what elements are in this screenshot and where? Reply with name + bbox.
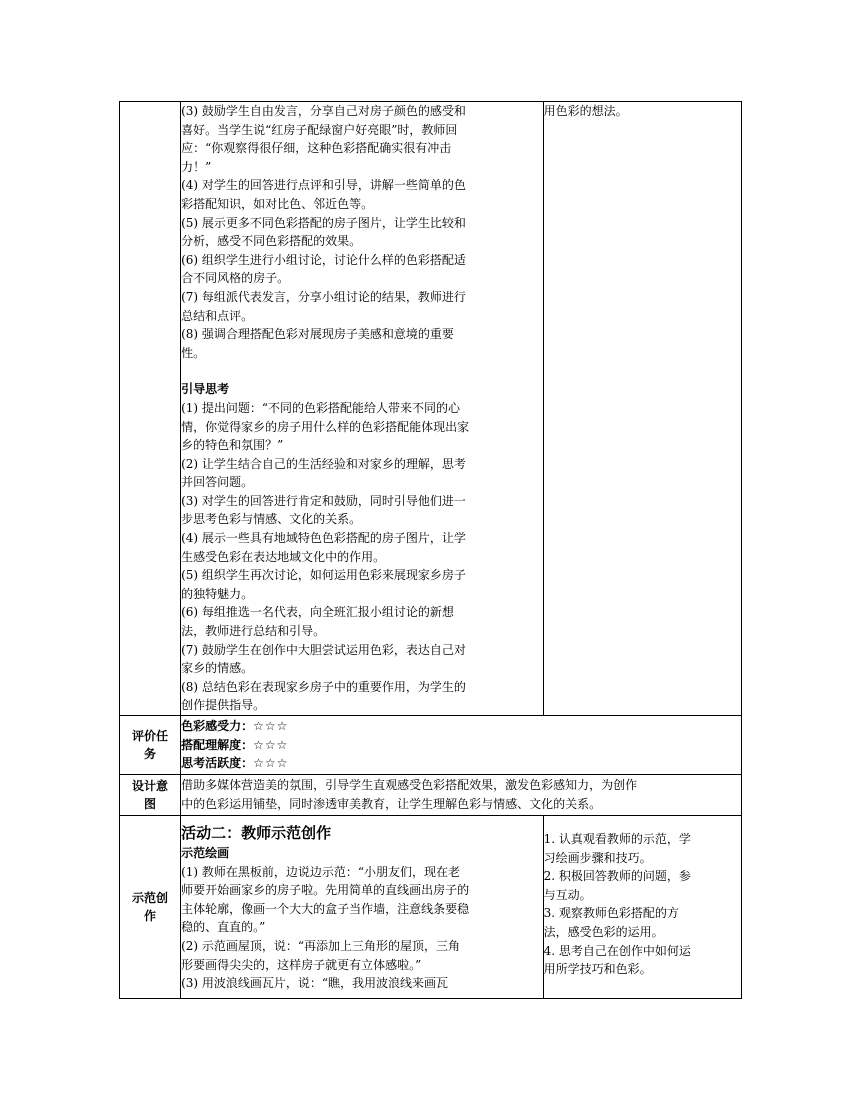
row-process-continued [120, 102, 742, 716]
text-line: (5) 组织学生再次讨论，如何运用色彩来展现家乡房子 [181, 568, 466, 583]
text-line: 用所学技巧和色彩。 [543, 962, 652, 977]
text-line: (4) 对学生的回答进行点评和引导，讲解一些简单的色 [181, 178, 466, 193]
star-rating: ☆☆☆ [253, 756, 289, 771]
star-rating: ☆☆☆ [253, 719, 289, 734]
row-evaluation [120, 716, 742, 775]
text-line: 并回答问题。 [181, 475, 254, 490]
text-line: 习绘画步骤和技巧。 [543, 850, 652, 865]
text-line: 的独特魅力。 [181, 586, 254, 601]
text-line: 喜好。当学生说“红房子配绿窗户好亮眼”时，教师回 [181, 122, 458, 137]
text-line: 法，感受色彩的运用。 [543, 924, 664, 939]
evaluation-content [181, 716, 742, 775]
text-line: 法，教师进行总结和引导。 [181, 624, 326, 639]
text-line: 分析，感受不同色彩搭配的效果。 [181, 234, 362, 249]
activity-title: 活动二：教师示范创作 [181, 824, 332, 842]
text-line: 借助多媒体营造美的氛围，引导学生直观感受色彩搭配效果，激发色彩感知力，为创作 [181, 778, 638, 793]
text-line: 2. 积极回答教师的问题，参 [543, 869, 691, 884]
demonstration-steps [181, 863, 543, 993]
text-line: 稳的、直直的。” [181, 920, 266, 935]
design-intent-content [181, 775, 742, 816]
evaluation-item [181, 754, 741, 773]
text-line: (1) 提出问题：“不同的色彩搭配能给人带来不同的心 [181, 400, 461, 415]
text-line: 步思考色彩与情感、文化的关系。 [181, 512, 362, 527]
text-line: 1. 认真观看教师的示范，学 [543, 832, 691, 846]
text-line: (7) 鼓励学生在创作中大胆尝试运用色彩，表达自己对 [181, 642, 466, 657]
evaluation-items [181, 717, 741, 773]
text-line: 生感受色彩在表达地域文化中的作用。 [181, 549, 386, 564]
text-line: 情，你觉得家乡的房子用什么样的色彩搭配能体现出家 [181, 419, 470, 434]
text-line: 创作提供指导。 [181, 698, 266, 713]
row1-content-cell [181, 102, 544, 716]
text-line: 应：“你观察得很仔细，这种色彩搭配确实很有冲击 [181, 141, 452, 156]
text-line: 3. 观察教师色彩搭配的方 [543, 906, 679, 921]
text-line: 形要画得尖尖的，这样房子就更有立体感啦。” [181, 957, 422, 972]
evaluation-item [181, 717, 741, 736]
text-line: (2) 让学生结合自己的生活经验和对家乡的理解，思考 [181, 456, 466, 471]
text-line: (4) 展示一些具有地域特色色彩搭配的房子图片，让学 [181, 531, 466, 546]
demonstration-content [181, 816, 544, 999]
text-line: 乡的特色和氛围？” [181, 438, 284, 453]
text-line: (7) 每组派代表发言，分享小组讨论的结果，教师进行 [181, 289, 466, 304]
text-line: 中的色彩运用铺垫，同时渗透审美教育，让学生理解色彩与情感、文化的关系。 [181, 797, 602, 811]
text-line: 家乡的情感。 [181, 661, 254, 676]
row1-student-activity-cell [543, 102, 741, 716]
row-demonstration [120, 816, 742, 999]
demonstration-label: 示范创作 [120, 816, 181, 999]
design-intent-text [181, 776, 741, 813]
star-rating: ☆☆☆ [253, 737, 289, 752]
section-title-guided-thinking: 引导思考 [181, 382, 230, 397]
text-line: (5) 展示更多不同色彩搭配的房子图片，让学生比较和 [181, 215, 466, 230]
guided-thinking-steps [181, 399, 543, 715]
text-line: (8) 总结色彩在表现家乡房子中的重要作用，为学生的 [181, 679, 466, 694]
text-line: (2) 示范画屋顶，说：“再添加上三角形的屋顶，三角 [181, 938, 461, 953]
row-design-intent [120, 775, 742, 816]
row1-label-cell [120, 102, 181, 716]
text-line: 师要开始画家乡的房子啦。先用简单的直线画出房子的 [181, 883, 470, 898]
evaluation-label: 评价任务 [120, 716, 181, 775]
sub-title-demo-drawing: 示范绘画 [181, 846, 230, 860]
design-intent-label: 设计意图 [120, 775, 181, 816]
student-steps [544, 830, 741, 979]
lesson-plan-table [119, 101, 742, 999]
text-line: 合不同风格的房子。 [181, 271, 290, 286]
student-activity-text: 用色彩的想法。 [543, 104, 628, 118]
text-line: 性。 [181, 345, 206, 360]
text-line: (6) 组织学生进行小组讨论，讨论什么样的色彩搭配适 [181, 252, 466, 267]
text-line: (6) 每组推选一名代表，向全班汇报小组讨论的新想 [181, 605, 454, 620]
text-line: 4. 思考自己在创作中如何运 [543, 943, 691, 958]
evaluation-criterion: 思考活跃度： [181, 756, 254, 771]
text-line: 力！” [181, 159, 212, 174]
text-line: 总结和点评。 [181, 308, 254, 323]
evaluation-item [181, 736, 741, 755]
text-line: (3) 对学生的回答进行肯定和鼓励，同时引导他们进一 [181, 493, 466, 508]
text-line: 主体轮廓，像画一个大大的盒子当作墙，注意线条要稳 [181, 901, 470, 916]
text-line: 与互动。 [543, 887, 592, 902]
demonstration-student-cell [543, 816, 741, 999]
evaluation-criterion: 搭配理解度： [181, 737, 254, 752]
text-line: 彩搭配知识，如对比色、邻近色等。 [181, 196, 374, 211]
text-line: (3) 用波浪线画瓦片，说：“瞧，我用波浪线来画瓦 [181, 976, 449, 991]
discussion-steps [181, 102, 543, 362]
text-line: (8) 强调合理搭配色彩对展现房子美感和意境的重要 [181, 327, 454, 342]
text-line: (1) 教师在黑板前，边说边示范：“小朋友们，现在老 [181, 864, 461, 879]
text-line: (3) 鼓励学生自由发言，分享自己对房子颜色的感受和 [181, 104, 466, 118]
evaluation-criterion: 色彩感受力： [181, 719, 254, 734]
